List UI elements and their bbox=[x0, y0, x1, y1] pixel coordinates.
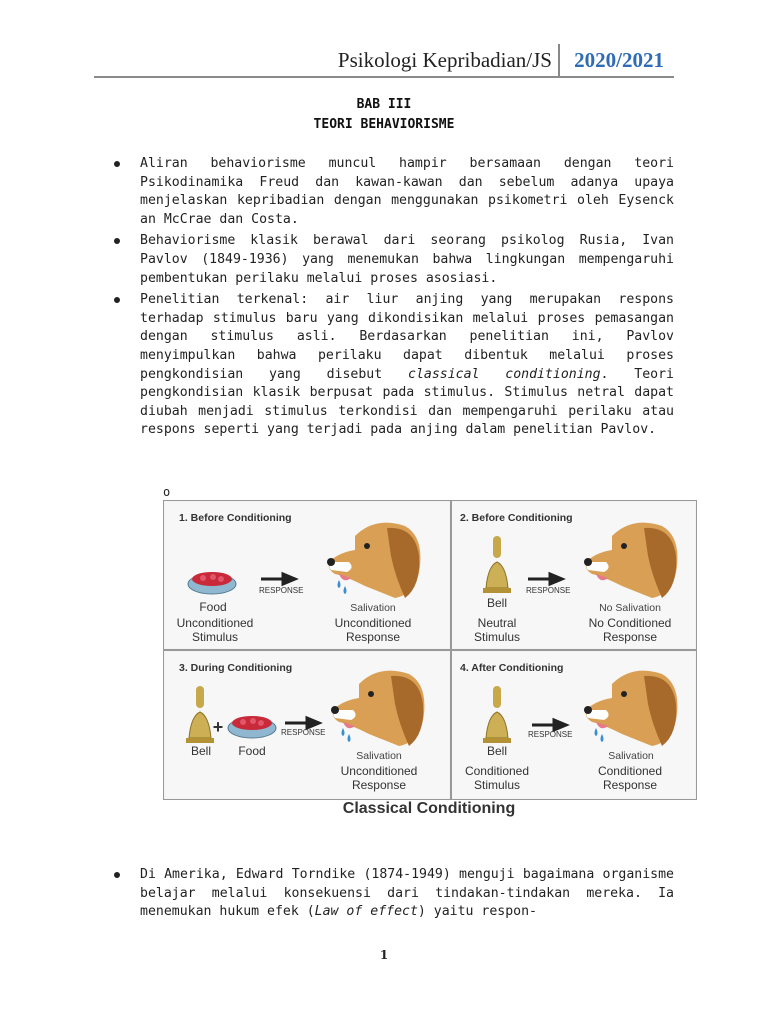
bullet-text bbox=[140, 156, 674, 227]
stimulus-label: Food bbox=[199, 600, 227, 614]
response-type-2: Response bbox=[351, 778, 407, 792]
panel-during-conditioning bbox=[165, 652, 449, 798]
stimulus-type: Unconditioned bbox=[176, 616, 254, 630]
response-type: Conditioned bbox=[597, 764, 663, 778]
dog-salivating-icon bbox=[329, 664, 429, 748]
food-dish-icon bbox=[187, 566, 237, 596]
italic-term: Law of effect bbox=[314, 904, 418, 920]
stimulus-type: Neutral bbox=[477, 616, 517, 630]
header-separator bbox=[558, 44, 560, 78]
bullet-text bbox=[140, 867, 674, 919]
panel-title: 3. During Conditioning bbox=[179, 662, 293, 674]
page-header bbox=[94, 44, 674, 78]
panel-title: 2. Before Conditioning bbox=[460, 512, 573, 524]
stimulus-label: Bell bbox=[190, 744, 211, 758]
text-run: ) yaitu respon- bbox=[417, 904, 537, 920]
panel-title: 1. Before Conditioning bbox=[179, 512, 292, 524]
arrow-icon bbox=[532, 720, 568, 730]
arrow-label: RESPONSE bbox=[259, 586, 304, 595]
response-type-2: Response bbox=[602, 778, 658, 792]
chapter-title: TEORI BEHAVIORISME bbox=[313, 117, 455, 132]
plus-sign: + bbox=[212, 717, 224, 737]
dog-salivating-icon bbox=[582, 664, 682, 748]
stimulus-label: Bell bbox=[486, 744, 507, 758]
header-year: 2020/2021 bbox=[574, 48, 664, 72]
stimulus-type-2: Stimulus bbox=[473, 630, 520, 644]
bullet-dot bbox=[114, 297, 120, 303]
figure-divider-horizontal bbox=[164, 649, 696, 651]
response-type: Unconditioned bbox=[340, 764, 418, 778]
page-number: 1 bbox=[379, 948, 389, 962]
bell-icon bbox=[185, 686, 215, 746]
text-run: . Teori pengkondisian klasik berpusat pada stimulus. Stimulus netral dapat diubah menjadi stimulus terkondisi dan mempengaruhi perilaku atau respons seperti yang terjadi pada anjing dalam penelitian Pavlov. bbox=[140, 366, 674, 438]
classical-conditioning-figure bbox=[163, 500, 697, 800]
bullet-dot bbox=[114, 872, 120, 878]
arrow-label: RESPONSE bbox=[281, 728, 326, 737]
panel-after-conditioning bbox=[452, 652, 695, 798]
response-type: No Conditioned bbox=[588, 616, 672, 630]
bullet-dot bbox=[114, 161, 120, 167]
arrow-label: RESPONSE bbox=[526, 586, 571, 595]
arrow-label: RESPONSE bbox=[528, 730, 573, 739]
dog-no-salivation-icon bbox=[582, 516, 682, 600]
bullet-list bbox=[112, 155, 674, 443]
arrow-icon bbox=[261, 574, 297, 584]
text-run: Di Amerika, Edward Torndike (1874-1949) menguji bagaimana organisme belajar melalui konsekuensi dari tindakan-tindakan mereka. Ia menemukan hukum efek ( bbox=[140, 867, 674, 920]
stimulus-type-2: Stimulus bbox=[191, 630, 238, 644]
food-dish-icon bbox=[227, 710, 277, 740]
response-type: Unconditioned bbox=[334, 616, 412, 630]
bullet-item bbox=[112, 291, 674, 440]
header-rule bbox=[94, 76, 674, 78]
response-type-2: Response bbox=[345, 630, 401, 644]
bell-icon bbox=[482, 536, 512, 596]
text-run: Aliran behaviorisme muncul hampir bersamaan dengan teori Psikodinamika Freud dan kawan-kawan dan sebelum adanya upaya menjelaskan kepribadian dengan menggunakan psikometri oleh Eysenck an McCrae dan Costa. bbox=[140, 156, 674, 227]
bullet-item bbox=[112, 155, 674, 229]
dog-salivating-icon bbox=[325, 516, 425, 600]
response-type-2: Response bbox=[602, 630, 658, 644]
bullet-list-2 bbox=[112, 866, 674, 925]
bullet-dot bbox=[114, 238, 120, 244]
chapter-number: BAB III bbox=[356, 97, 412, 112]
panel-before-conditioning-2 bbox=[452, 502, 695, 648]
arrow-icon bbox=[528, 574, 564, 584]
bullet-text bbox=[140, 233, 674, 285]
response-label: Salivation bbox=[608, 750, 654, 762]
stimulus-label-2: Food bbox=[238, 744, 266, 758]
arrow-icon bbox=[285, 718, 321, 728]
italic-term: classical conditioning bbox=[408, 366, 601, 382]
bullet-item bbox=[112, 232, 674, 288]
sub-marker: o bbox=[163, 485, 171, 499]
stimulus-type: Conditioned bbox=[464, 764, 530, 778]
panel-title: 4. After Conditioning bbox=[460, 662, 564, 674]
header-title: Psikologi Kepribadian/JS bbox=[337, 48, 552, 72]
response-label: Salivation bbox=[356, 750, 402, 762]
figure-caption: Classical Conditioning bbox=[342, 800, 516, 817]
response-label: No Salivation bbox=[599, 602, 661, 614]
response-label: Salivation bbox=[350, 602, 396, 614]
stimulus-type-2: Stimulus bbox=[473, 778, 520, 792]
bullet-text bbox=[140, 292, 674, 437]
panel-before-conditioning-1 bbox=[165, 502, 449, 648]
text-run: Penelitian terkenal: air liur anjing yang merupakan respons terhadap stimulus baru yang dikondisikan melalui proses pemasangan dengan stimulus asli. Berdasarkan penelitian ini, Pavlov menyimpulkan bahwa perilaku dapat dibentuk melalui proses pengkondisian yang disebut bbox=[140, 292, 674, 382]
text-run: Behaviorisme klasik berawal dari seorang psikolog Rusia, Ivan Pavlov (1849-1936) yang menemukan bahwa lingkungan mempengaruhi pembentukan perilaku melalui proses asosiasi. bbox=[140, 233, 674, 286]
stimulus-label: Bell bbox=[486, 596, 507, 610]
bell-icon bbox=[482, 686, 512, 746]
bullet-item bbox=[112, 866, 674, 922]
